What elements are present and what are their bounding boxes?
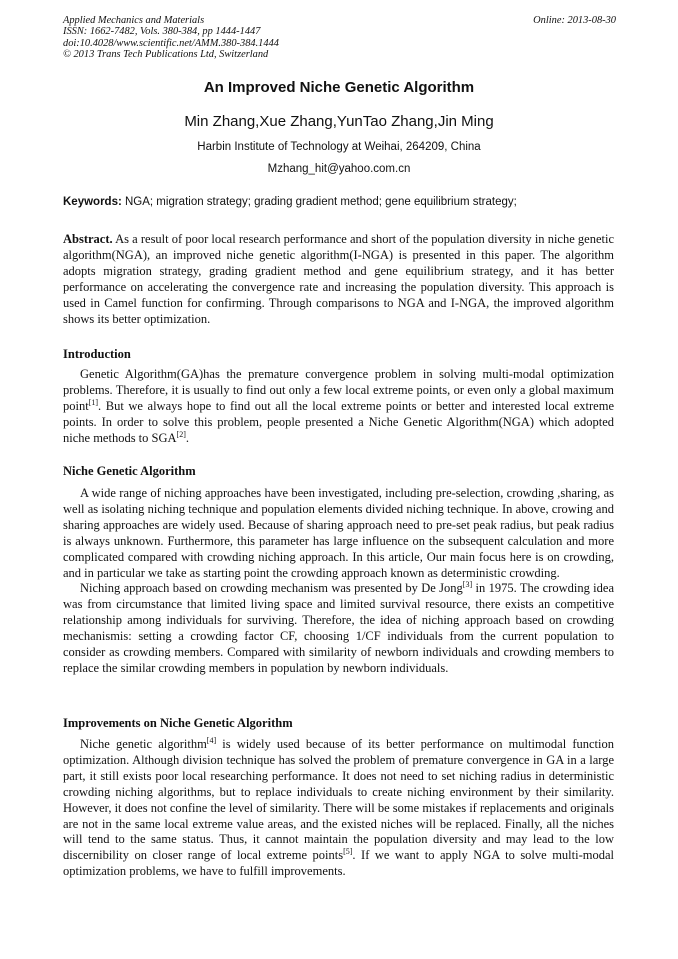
online-date: Online: 2013-08-30 <box>533 15 616 26</box>
niche-text-b: in 1975. The crowding idea was from circumstance that limited living space and limited survival resource, there exists an competitive relationship among individuals for surviving. Therefore, the idea of niching approach based on crowding mechanismis: setting a crowding factor CF, choosing 1/CF individuals from the current population to consider as crowding members. Compared with similarity of newborn individuals and crowding members to replace the similar crowding members in population by newborn individuals. <box>63 581 615 675</box>
citation-5: [5] <box>343 847 353 857</box>
improve-text-a: Niche genetic algorithm <box>80 737 207 751</box>
section-heading-niche: Niche Genetic Algorithm <box>63 464 196 478</box>
abstract-text: As a result of poor local research performance and short of the population diversity in niche genetic algorithm(NGA), an improved niche genetic algorithm(I-NGA) is presented in this paper. The algorithm adopts migration strategy, grading gradient method and gene equilibrium strategy, and it has better performance on accelerating the convergence rate and increasing the population diversity. This approach is used in Camel function for confirming. Through comparisons to NGA and I-NGA, the improved algorithm shows its better optimization. <box>63 232 615 326</box>
intro-text-a: Genetic Algorithm(GA)has the premature convergence problem in solving multi-modal optimization problems. Therefore, it is usually to find out only a few local extreme points, or even only a global maximum point <box>63 367 614 413</box>
journal-issn: ISSN: 1662-7482, Vols. 380-384, pp 1444-1447 <box>63 26 261 38</box>
journal-header <box>63 15 616 61</box>
abstract-block <box>63 232 614 327</box>
intro-text-b: . But we always hope to find out all the local extreme points or better and interested local extreme points. In order to solve this problem, people presented a Niche Genetic Algorithm(NGA) which adopted niche methods to SGA <box>63 398 614 445</box>
abstract-label: Abstract. <box>63 232 113 246</box>
niche-body <box>63 486 614 677</box>
niche-text-a: Niching approach based on crowding mechanism was presented by De Jong <box>80 581 463 596</box>
keywords-text: NGA; migration strategy; grading gradient method; gene equilibrium strategy; <box>125 196 517 208</box>
journal-doi: doi:10.4028/www.scientific.net/AMM.380-384.1444 <box>63 37 279 49</box>
improve-text-c: . If we want to apply NGA to solve multi-modal optimization problems, we have to fulfill improvements. <box>63 848 614 879</box>
niche-paragraph-1: A wide range of niching approaches have been investigated, including pre-selection, crowding ,sharing, as well as isolating niching technique and population elements divided niching technique. In above, crowing and sharing approaches are widely used. Because of sharing approach need to pre-set peak radius, but peak radius is always unknown. Furthermore, this parameter has large influence on the subsequent calculation and more complicated compared with crowding niching approach. In this article, Our main focus here is on crowding, and in particular we take as starting point the crowding approach known as deterministic crowding. <box>63 486 614 580</box>
journal-copyright: © 2013 Trans Tech Publications Ltd, Switzerland <box>63 49 269 61</box>
paper-title: An Improved Niche Genetic Algorithm <box>203 79 475 96</box>
citation-3: [3] <box>462 580 473 590</box>
journal-name: Applied Mechanics and Materials <box>63 15 205 26</box>
section-heading-improvements: Improvements on Niche Genetic Algorithm <box>63 716 293 730</box>
citation-4: [4] <box>206 735 217 745</box>
improvements-body <box>63 737 614 880</box>
paper-authors: Min Zhang,Xue Zhang,YunTao Zhang,Jin Ming <box>184 113 494 130</box>
section-heading-introduction: Introduction <box>63 347 131 361</box>
paper-email: Mzhang_hit@yahoo.com.cn <box>267 163 411 175</box>
improve-text-b: is widely used because of its better performance on multimodal function optimization. Although division technique has solved the problem of premature convergence in GA in a large part, it still exists poor local researching performance. It does not need to set niching radius in deterministic crowding niching algorithms, but to replace individuals to create niching environment by their similarity. However, it does not confine the level of similarity. There will be some mistakes if replacements and originals are not in the same local extreme value areas, and the existed niches will be replaced. Finally, all the niches will tend to the same status. Thus, it cannot maintain the population diversity and may lead to the low discernibility on closer range of local extreme points <box>63 737 614 863</box>
citation-2: [2] <box>176 429 186 439</box>
introduction-body <box>63 367 614 447</box>
citation-1: [1] <box>88 397 99 407</box>
keywords-label: Keywords: <box>63 196 122 208</box>
paper-affiliation: Harbin Institute of Technology at Weihai, 264209, China <box>197 141 481 153</box>
keywords-line <box>63 196 616 208</box>
intro-text-c: . <box>185 430 189 445</box>
